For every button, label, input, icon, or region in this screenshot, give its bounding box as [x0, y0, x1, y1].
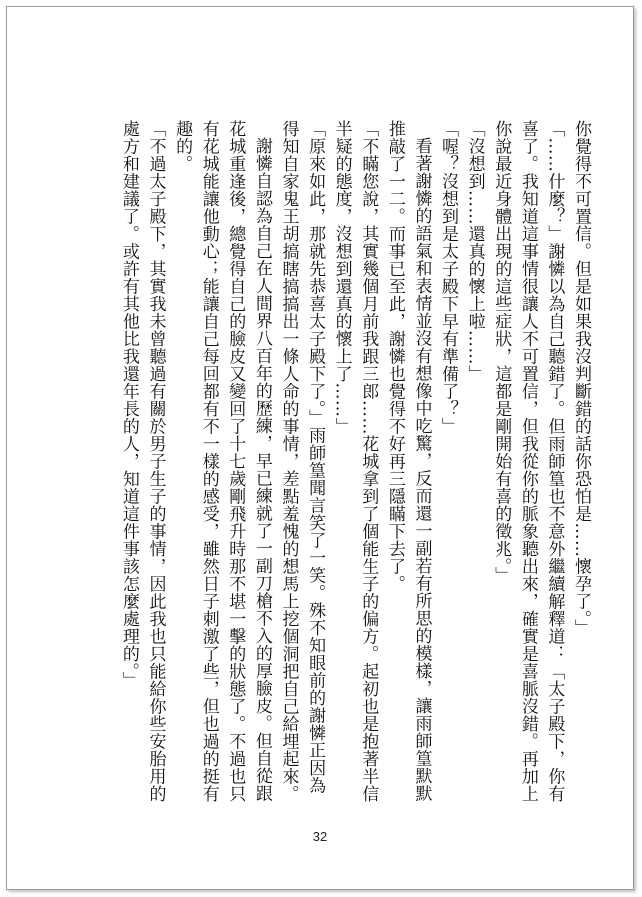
- paragraph-narration: 謝憐自認為自己在人間界八百年的歷練，早已練就了一副刀槍不入的厚臉皮。但自從跟花城重逢後，總覺得自己的臉皮又變回了十七歲剛飛升時那不堪一擊的狀態了。不過也只有花城能讓他動心；能讓自己每回都有不一樣的感受，雖然日子刺激了些，但也過的挺有趣的。: [172, 120, 272, 803]
- vertical-text-body: [34, 120, 594, 810]
- document-page: [6, 6, 634, 890]
- paragraph-dialogue: 「……什麼？」謝憐以為自己聽錯了。但雨師篁也不意外繼續解釋道：「太子殿下，你有喜了。我知道這事情很讓人不可置信，但我從你的脈象聽出來，確實是喜脈沒錯。再加上你說最近身體出現的這些症狀，這都是剛開始有喜的徵兆。」: [491, 120, 565, 803]
- paragraph-dialogue: 「不瞞您說，其實幾個月前我跟三郎……花城拿到了個能生子的偏方。起初也是抱著半信半疑的態度，沒想到還真的懷上了……」: [331, 120, 379, 803]
- paragraph-continuation: 你覺得不可置信。但是如果我沒判斷錯的話你恐怕是……懷孕了。」: [571, 120, 591, 637]
- page-number: 32: [312, 829, 328, 844]
- paragraph-dialogue: 「不過太子殿下，其實我未曾聽過有關於男子生子的事情，因此我也只能給你些安胎用的處方和建議了。或許有其他比我還年長的人，知道這件事該怎麼處理的。」: [118, 120, 166, 803]
- paragraph-dialogue: 「喔？沒想到是太子殿下早有準備了？」: [438, 120, 459, 435]
- paragraph-narration: 看著謝憐的語氣和表情並沒有想像中吃驚，反而還一副若有所思的模樣，讓雨師篁默默推敲了一二。而事已至此，謝憐也覺得不好再三隱瞞下去了。: [384, 120, 432, 802]
- paragraph-dialogue: 「原來如此，那就先恭喜太子殿下了。」雨師篁聞言笑了一笑。殊不知眼前的謝憐正因為得知自家鬼王胡搞瞎搞搞出一條人命的事情，差點羞愧的想馬上挖個洞把自己給埋起來。: [278, 120, 326, 803]
- paragraph-dialogue: 「沒想到……還真的懷上啦……」: [464, 120, 485, 383]
